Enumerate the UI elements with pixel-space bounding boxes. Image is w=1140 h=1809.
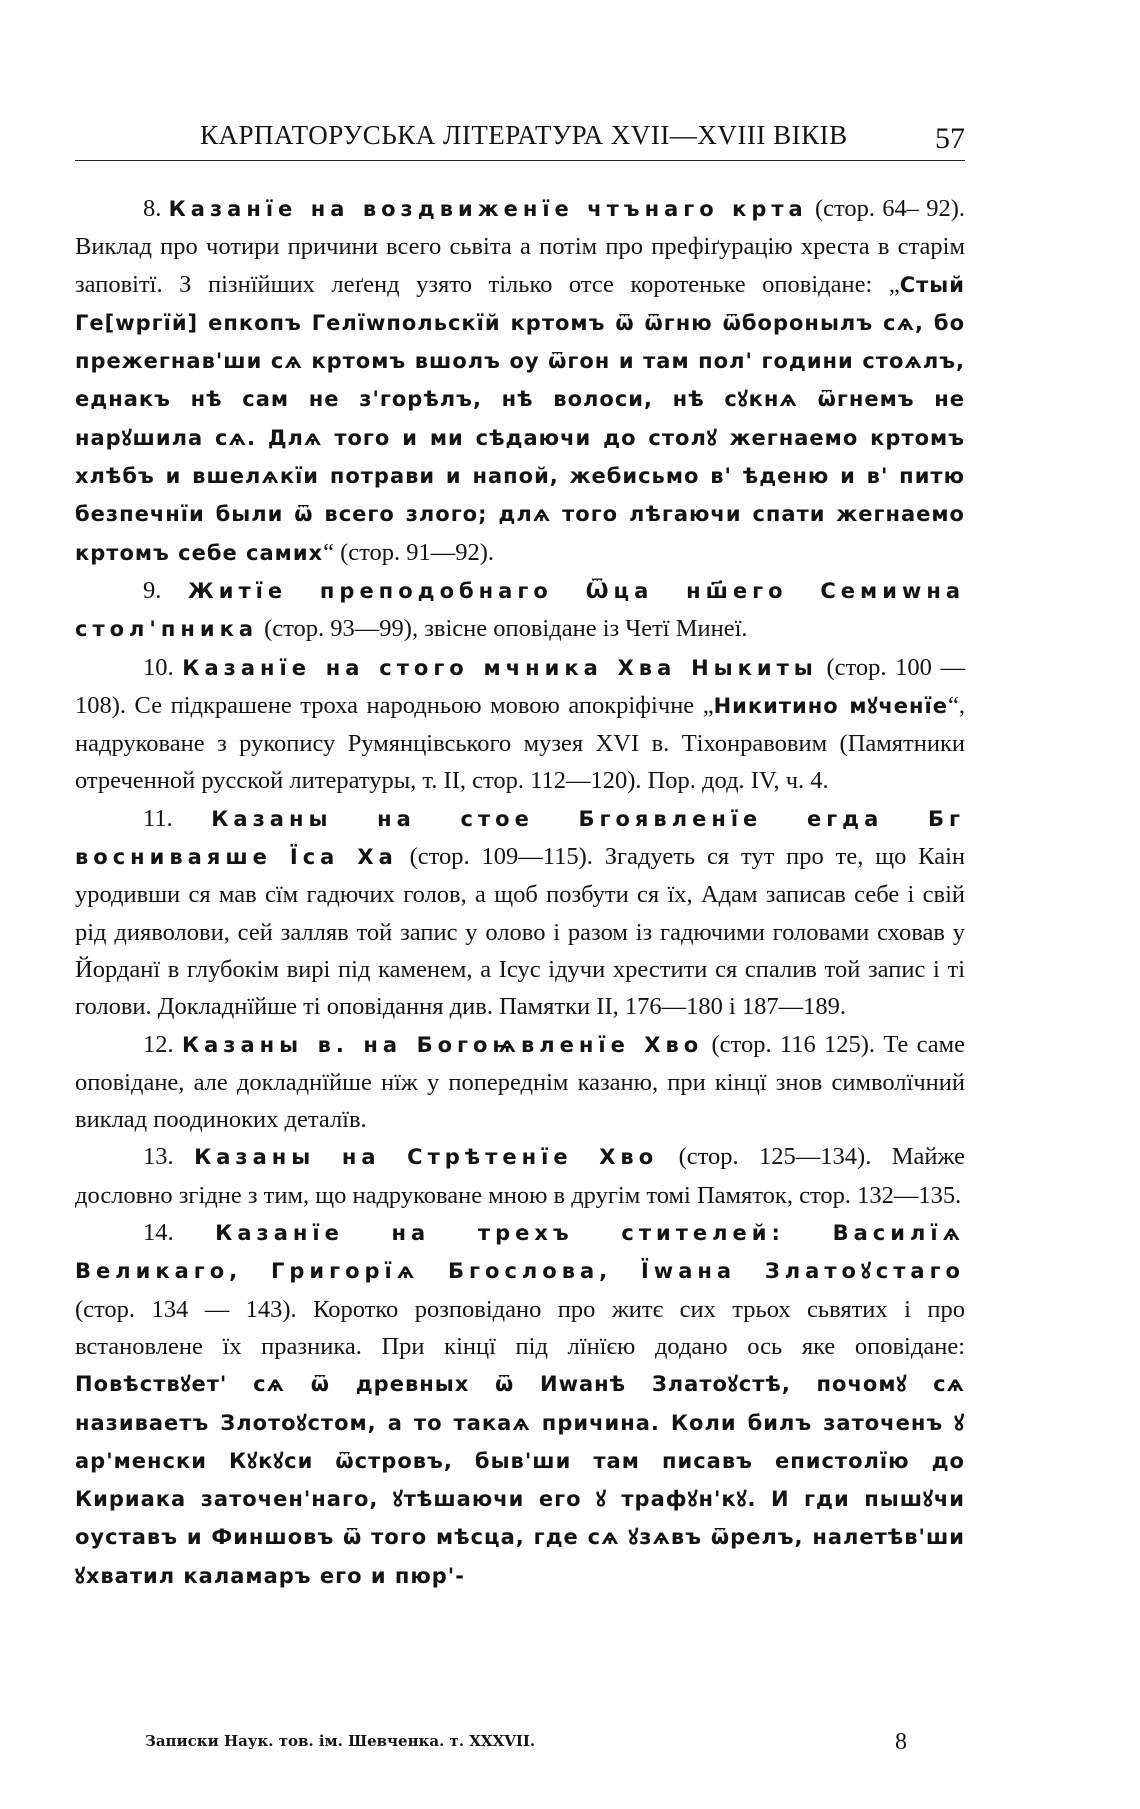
page-footer — [145, 1729, 965, 1759]
item-title: Казанїе на стого мчника Хва Ныкиты — [182, 655, 818, 680]
page-number: 57 — [935, 122, 965, 155]
item-description: (стор. 125—134). Майже дословно згідне з тим, що надруковане мною в другім томі Памяток, стор. 132—135. — [75, 1143, 966, 1209]
body-text — [75, 190, 965, 1595]
item-tail: “, надруковане з рукопису Румянцівського музея XVI в. Тіхонравовим (Памятники отреченной русской литературы, т. II, стор. 112—120). Пор. дод. IV, ч. 4. — [75, 691, 965, 795]
item-title: Казаны на Стрѣтенїе Хво — [194, 1145, 659, 1170]
item-number: 14. — [143, 1219, 174, 1247]
item-title: Казаны на стое Бгоявленїе егда Бг восниваяше Їса Ха — [75, 806, 965, 870]
item-number: 11. — [143, 804, 173, 832]
paragraph-8: 8. Казанїе на воздвиженїе чтънаго крта (стор. 64– 92). Виклад про чотири причини всего сьвіта а потім про префіґурацію хреста в старім заповітї. З пізнїйших леґенд узято тілько отсе коротеньке оповідане: „Стый Ге[wргїй] епкопъ Гелїwпольскїй кртомъ ѿ ѿгню ѿборонылъ сѧ, бо прежегнав'ши сѧ кртомъ вшолъ оу ѿгон и там пол' години стоѧлъ, еднакъ нѣ сам не з'горѣлъ, нѣ волоси, нѣ сꙋкнѧ ѿгнемъ не нарꙋшила сѧ. Длѧ того и ми сѣдаючи до столꙋ жегнаемо кртомъ хлѣбъ и вшелѧкїи потрави и напой, жебисьмо в' ѣденю и в' питю безпечнїи были ѿ всего злого; длѧ того лѣгаючи спати жегнаемо кртомъ себе самих“ (стор. 91—92). — [75, 195, 966, 566]
item-number: 12. — [143, 1030, 174, 1058]
signature-mark: 8 — [895, 1729, 907, 1755]
paragraph-10 — [75, 649, 965, 800]
item-title: Казанїе на трехъ стителей: Василїѧ Великаго, Григорїѧ Бгослова, Їwана Златоꙋстаго — [75, 1221, 966, 1284]
item-description: (стор. 116 125). Те саме оповідане, але докладнїйше нїж у попереднім казаню, при кінцї знов символїчний виклад поодиноких деталїв. — [75, 1030, 966, 1134]
item-quote: Повѣствꙋет' сѧ ѿ древных ѿ Иwанѣ Златоꙋстѣ, почомꙋ сѧ називаетъ Злотоꙋстом, а то такаѧ причина. Коли билъ заточенъ ꙋ ар'менски Кꙋкꙋси ѿстровъ, быв'ши там писавъ епистолїю до Кириака заточен'наго, ꙋтѣшаючи его ꙋ трафꙋн'кꙋ. И гди пышꙋчи оуставъ и Финшовъ ѿ того мѣсца, где сѧ ꙋзѧвъ ѿрелъ, налетѣв'ши ꙋхватил каламаръ его и пюр'- — [75, 1372, 965, 1588]
item-description: (стор. 93—99), звісне оповідане із Четї Минеї. — [258, 615, 748, 643]
paragraph-13 — [75, 1138, 965, 1214]
item-description: (стор. 64– 92). Виклад про чотири причини всего сьвіта а потім про префіґурацію хреста в старім заповітї. З пізнїйших леґенд узято тілько отсе коротеньке оповідане: — [75, 195, 966, 298]
item-description: (стор. 100 — 108). Се підкрашене троха народньою мовою апокріфічне „ — [75, 653, 966, 719]
item-description: (стор. 134 — 143). Коротко розповідано про житє сих трьох сьвятих і про встановлене їх празника. При кінцї під лїнїєю додано ось яке оповідане: — [75, 1295, 965, 1360]
header-title: КАРПАТОРУСЬКА ЛІТЕРАТУРА XVII—XVIII ВІКІВ — [200, 120, 848, 150]
item-number: 10. — [143, 653, 174, 681]
item-title: Казаны в. на Богоѩвленїе Хво — [181, 1032, 704, 1057]
item-number: 8. — [143, 195, 162, 222]
item-tail: “ (стор. 91—92). — [323, 538, 495, 566]
item-quote: Никитино мꙋченїе — [713, 693, 948, 718]
item-quote: Стый Ге[wргїй] епкопъ Гелїwпольскїй кртомъ ѿ ѿгню ѿборонылъ сѧ, бо прежегнав'ши сѧ кртомъ вшолъ оу ѿгон и там пол' години стоѧлъ, еднакъ нѣ сам не з'горѣлъ, нѣ волоси, нѣ сꙋкнѧ ѿгнемъ не нарꙋшила сѧ. Длѧ того и ми сѣдаючи до столꙋ жегнаемо кртомъ хлѣбъ и вшелѧкїи потрави и напой, жебисьмо в' ѣденю и в' питю безпечнїи были ѿ всего злого; длѧ того лѣгаючи спати жегнаемо кртомъ себе самих — [75, 272, 965, 565]
paragraph-11 — [75, 800, 965, 1026]
item-description: (стор. 109—115). Згадуеть ся тут про те, що Каін уродивши ся мав сїм гадючих голов, а щоб позбути ся їх, Адам записав себе і свій рід дияволови, сей залляв той запис у олово і разом із гадючими головами сховав у Йорданї в глубокім вирі під каменем, а Ісус ідучи хрестити ся спалив той запис і ті голови. Докладнїйше ті оповідання див. Памятки II, 176—180 і 187—189. — [75, 843, 965, 1021]
item-title: Житїе преподобнаго Ѿца нш҃его Семиwна стол'пника — [75, 578, 965, 642]
item-number: 9. — [143, 576, 162, 604]
item-number: 13. — [143, 1143, 174, 1171]
header-rule — [75, 160, 965, 161]
paragraph-14 — [75, 1214, 965, 1595]
paragraph-12 — [75, 1026, 965, 1139]
running-header — [75, 120, 965, 160]
paragraph-9 — [75, 572, 965, 649]
item-title: Казанїе на воздвиженїе чтънаго крта — [168, 197, 808, 221]
footer-note: Записки Наук. тов. ім. Шевченка. т. XXXVII. — [145, 1732, 536, 1750]
